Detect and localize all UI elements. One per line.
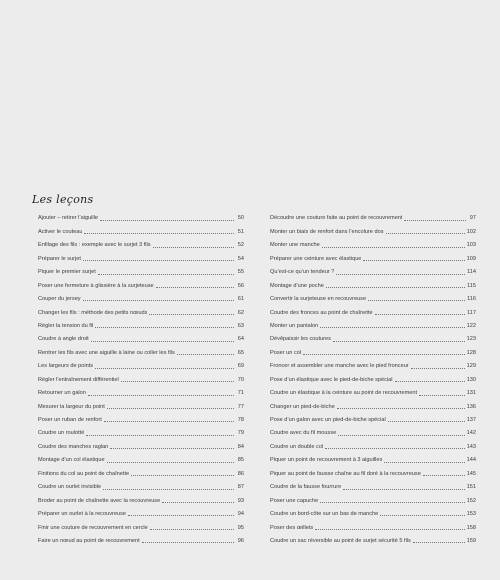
toc-entry xyxy=(270,263,476,276)
toc-entry-title: Monter un pantalon xyxy=(270,322,319,329)
toc-entry xyxy=(270,505,476,518)
toc-entry xyxy=(38,532,244,545)
toc-entry-page: 123 xyxy=(466,336,476,343)
toc-entry-page: 62 xyxy=(237,309,244,316)
toc-entry xyxy=(270,290,476,303)
toc-entry xyxy=(270,424,476,437)
toc-entry-title: Enfilage des fils : exemple avec le surjet 3 fils xyxy=(38,242,151,249)
toc-entry-page: 115 xyxy=(467,282,476,289)
toc-entry-title: Coudre avec du fil mousse xyxy=(270,430,337,437)
toc-entry-title: Coudre des manches raglan xyxy=(38,443,109,450)
toc-entry xyxy=(38,397,244,410)
toc-entry-page: 143 xyxy=(466,443,476,450)
toc-entry-title: Qu’est-ce qu’un tendeur ? xyxy=(270,269,335,276)
toc-column-left xyxy=(38,209,244,545)
toc-entry-page: 103 xyxy=(466,242,476,249)
dot-leader xyxy=(83,299,234,301)
toc-entry-page: 69 xyxy=(237,363,244,370)
toc-entry-page: 151 xyxy=(466,484,476,491)
toc-entry-page: 144 xyxy=(466,457,476,464)
dot-leader xyxy=(153,246,234,248)
dot-leader xyxy=(107,407,234,409)
toc-entry-page: 51 xyxy=(237,228,244,235)
toc-entry xyxy=(270,437,476,450)
toc-entry-page: 63 xyxy=(237,322,244,329)
toc-entry xyxy=(38,491,244,504)
toc-entry-page: 52 xyxy=(237,242,244,249)
toc-entry xyxy=(270,343,476,356)
dot-leader xyxy=(128,514,234,516)
toc-entry-title: Découdre une couture faite au point de recouvrement xyxy=(270,215,403,222)
toc-entry-page: 71 xyxy=(237,390,244,397)
toc-entry-title: Régler la tension du fil xyxy=(38,322,94,329)
toc-entry xyxy=(38,384,244,397)
dot-leader xyxy=(86,434,234,436)
toc-entry-title: Préparer un ourlet à la recouvreuse xyxy=(38,511,126,518)
dot-leader xyxy=(110,447,234,449)
toc-entry xyxy=(38,317,244,330)
toc-entry-page: 136 xyxy=(466,403,476,410)
toc-entry-title: Poser des œillets xyxy=(270,524,314,531)
dot-leader xyxy=(395,380,465,382)
toc-entry-title: Convertir la surjeteuse en recouvreuse xyxy=(270,296,367,303)
toc-entry xyxy=(38,263,244,276)
toc-entry-page: 61 xyxy=(237,296,244,303)
toc-entry-page: 142 xyxy=(466,430,476,437)
toc-entry-title: Coudre à angle droit xyxy=(38,336,89,343)
dot-leader xyxy=(162,501,234,503)
dot-leader xyxy=(337,407,465,409)
toc-entry-title: Coudre un roulotté xyxy=(38,430,85,437)
toc-entry-title: Montage d’un col élastique xyxy=(38,457,105,464)
dot-leader xyxy=(423,474,465,476)
toc-entry-page: 50 xyxy=(237,215,244,222)
toc-entry xyxy=(38,290,244,303)
dot-leader xyxy=(84,232,234,234)
toc-entry xyxy=(38,370,244,383)
dot-leader xyxy=(322,246,465,248)
dot-leader xyxy=(326,286,465,288)
dot-leader xyxy=(375,313,465,315)
toc-entry-page: 159 xyxy=(466,537,476,544)
toc-entry-page: 129 xyxy=(466,363,476,370)
toc-entry-title: Rentrer les fils avec une aiguille à laine ou coller les fils xyxy=(38,349,175,356)
toc-entry-page: 158 xyxy=(466,524,476,531)
toc-column-right xyxy=(270,209,476,545)
toc-entry-title: Ajouter – retirer l’aiguille xyxy=(38,215,99,222)
toc-entry-page: 97 xyxy=(469,215,476,222)
dot-leader xyxy=(303,353,465,355)
dot-leader xyxy=(121,380,234,382)
dot-leader xyxy=(149,313,234,315)
toc-entry-title: Finir une couture de recouvrement en cercle xyxy=(38,524,148,531)
toc-entry xyxy=(38,505,244,518)
toc-entry-page: 102 xyxy=(466,228,476,235)
toc-entry xyxy=(38,357,244,370)
toc-entry-title: Préparer une ceinture avec élastique xyxy=(270,255,362,262)
toc-entry-page: 152 xyxy=(466,497,476,504)
toc-entry-title: Coudre des fronces au point de chaînette xyxy=(270,309,373,316)
toc-entry xyxy=(270,478,476,491)
dot-leader xyxy=(368,299,465,301)
toc-entry xyxy=(38,437,244,450)
toc-entry xyxy=(38,518,244,531)
toc-entry xyxy=(38,222,244,235)
toc-entry xyxy=(38,303,244,316)
toc-entry xyxy=(270,491,476,504)
toc-entry-page: 87 xyxy=(237,484,244,491)
toc-entry-page: 86 xyxy=(237,470,244,477)
toc-entry-title: Régler l’entraînement différentiel xyxy=(38,376,119,383)
toc-entry-page: 109 xyxy=(466,255,476,262)
dot-leader xyxy=(363,259,464,261)
toc-entry-page: 153 xyxy=(466,511,476,518)
toc-entry xyxy=(270,397,476,410)
toc-entry-title: Piquer un point de recouvrement à 3 aiguilles xyxy=(270,457,383,464)
toc-entry-title: Activer le couteau xyxy=(38,228,83,235)
toc-entry-page: 116 xyxy=(467,296,476,303)
toc-entry-page: 131 xyxy=(466,390,476,397)
dot-leader xyxy=(384,461,464,463)
dot-leader xyxy=(91,340,234,342)
toc-entry-title: Faire un nœud au point de recouvrement xyxy=(38,537,140,544)
toc-entry-title: Monter une manche xyxy=(270,242,320,249)
toc-entry xyxy=(270,532,476,545)
toc-entry xyxy=(38,343,244,356)
dot-leader xyxy=(88,394,234,396)
dot-leader xyxy=(131,474,234,476)
toc-entry-title: Changer un pied-de-biche xyxy=(270,403,335,410)
dot-leader xyxy=(104,420,234,422)
toc-entry xyxy=(270,384,476,397)
toc-entry-page: 55 xyxy=(237,269,244,276)
dot-leader xyxy=(325,447,464,449)
toc-entry-page: 54 xyxy=(237,255,244,262)
toc-entry-page: 64 xyxy=(237,336,244,343)
toc-entry-page: 93 xyxy=(237,497,244,504)
toc-entry xyxy=(270,330,476,343)
toc-entry-title: Poser une capuche xyxy=(270,497,319,504)
toc-entry-title: Changer les fils : méthode des petits nœuds xyxy=(38,309,148,316)
toc-entry-page: 78 xyxy=(237,417,244,423)
toc-entry xyxy=(270,451,476,464)
dot-leader xyxy=(413,541,465,543)
dot-leader xyxy=(98,273,234,275)
toc-entry-title: Monter un biais de renfort dans l’encolure dos xyxy=(270,228,384,235)
toc-entry-title: Poser une fermeture à glissière à la surjeteuse xyxy=(38,282,154,289)
toc-entry-page: 145 xyxy=(466,470,476,477)
toc-entry-title: Coudre un bord-côte sur un bas de manche xyxy=(270,511,379,518)
toc-entry-page: 95 xyxy=(237,524,244,531)
toc-entry-title: Poser un col xyxy=(270,349,302,356)
toc-entry xyxy=(38,236,244,249)
toc-entry xyxy=(38,276,244,289)
dot-leader xyxy=(83,259,234,261)
section-heading: Les leçons xyxy=(32,193,94,206)
toc-entry-title: Froncer et assembler une manche avec le pied fronceur xyxy=(270,363,409,370)
dot-leader xyxy=(404,219,466,221)
toc-entry-title: Dévêpaissir les coutures xyxy=(270,336,331,343)
dot-leader xyxy=(320,501,464,503)
toc-entry-page: 117 xyxy=(467,309,476,316)
dot-leader xyxy=(142,541,234,543)
dot-leader xyxy=(386,232,465,234)
toc-entry-page: 137 xyxy=(466,417,476,423)
dot-leader xyxy=(107,461,234,463)
toc-entry-page: 94 xyxy=(237,511,244,518)
toc-entry xyxy=(38,451,244,464)
toc-entry-page: 56 xyxy=(237,282,244,289)
toc-entry xyxy=(38,464,244,477)
dot-leader xyxy=(333,340,465,342)
toc-entry xyxy=(270,303,476,316)
toc-entry-title: Pose d’un élastique avec le pied-de-biche spécial xyxy=(270,376,393,383)
dot-leader xyxy=(380,514,464,516)
toc-entry-page: 84 xyxy=(237,443,244,450)
dot-leader xyxy=(100,219,234,221)
toc-entry-title: Les largeurs de points xyxy=(38,363,94,370)
toc-entry xyxy=(270,249,476,262)
toc-entry xyxy=(270,370,476,383)
dot-leader xyxy=(388,420,465,422)
toc-entry xyxy=(38,209,244,222)
toc-entry-page: 96 xyxy=(237,537,244,544)
toc-entry-title: Piquer au point de fausse chaîne au fil doré à la recouvreuse xyxy=(270,470,421,477)
toc-entry xyxy=(270,411,476,424)
dot-leader xyxy=(177,353,234,355)
toc-entry-page: 114 xyxy=(467,269,476,276)
dot-leader xyxy=(419,394,465,396)
toc-entry-title: Pose d’un galon avec un pied-de-biche spécial xyxy=(270,417,386,423)
toc-entry xyxy=(38,330,244,343)
toc-entry-page: 70 xyxy=(237,376,244,383)
toc-entry xyxy=(270,357,476,370)
dot-leader xyxy=(343,488,464,490)
toc-entry xyxy=(270,209,476,222)
toc-entry xyxy=(270,222,476,235)
toc-entry xyxy=(270,236,476,249)
toc-entry-page: 130 xyxy=(466,376,476,383)
toc-entry xyxy=(38,478,244,491)
toc-entry-page: 85 xyxy=(237,457,244,464)
toc-entry-title: Coudre un double col xyxy=(270,443,324,450)
toc-entry xyxy=(38,411,244,424)
toc-entry-title: Retourner un galon xyxy=(38,390,86,397)
toc-entry xyxy=(38,249,244,262)
toc-entry-title: Finitions du col au point de chaînette xyxy=(38,470,130,477)
toc-entry-page: 65 xyxy=(237,349,244,356)
dot-leader xyxy=(411,367,465,369)
dot-leader xyxy=(156,286,234,288)
toc-entry-title: Montage d’une poche xyxy=(270,282,324,289)
toc-entry-title: Coudre de la fausse fourrure xyxy=(270,484,342,491)
toc-entry-page: 77 xyxy=(237,403,244,410)
toc-entry-title: Broder au point de chaînette avec la recouvreuse xyxy=(38,497,161,504)
toc-entry-title: Coudre un ourlet invisible xyxy=(38,484,102,491)
dot-leader xyxy=(338,434,464,436)
toc-entry xyxy=(270,518,476,531)
toc-entry-title: Couper du jersey xyxy=(38,296,81,303)
toc-entry-title: Piquer le premier surjet xyxy=(38,269,96,276)
toc-entry xyxy=(38,424,244,437)
dot-leader xyxy=(320,326,464,328)
toc-entry xyxy=(270,317,476,330)
dot-leader xyxy=(315,528,464,530)
toc-entry-title: Mesurer la largeur du point xyxy=(38,403,105,410)
dot-leader xyxy=(103,488,234,490)
toc-entry-title: Préparer le surjet xyxy=(38,255,81,262)
toc-entry-title: Poser un ruban de renfort xyxy=(38,417,102,423)
toc-entry-title: Coudre un élastique à la ceinture au point de recouvrement xyxy=(270,390,418,397)
toc-entry-page: 122 xyxy=(466,322,476,329)
dot-leader xyxy=(150,528,234,530)
toc-entry-title: Coudre un sac réversible au point de surjet sécurité 5 fils xyxy=(270,537,411,544)
toc-entry xyxy=(270,276,476,289)
dot-leader xyxy=(95,367,234,369)
dot-leader xyxy=(95,326,234,328)
toc-entry-page: 128 xyxy=(466,349,476,356)
toc-entry-page: 79 xyxy=(237,430,244,437)
toc-entry xyxy=(270,464,476,477)
dot-leader xyxy=(336,273,465,275)
